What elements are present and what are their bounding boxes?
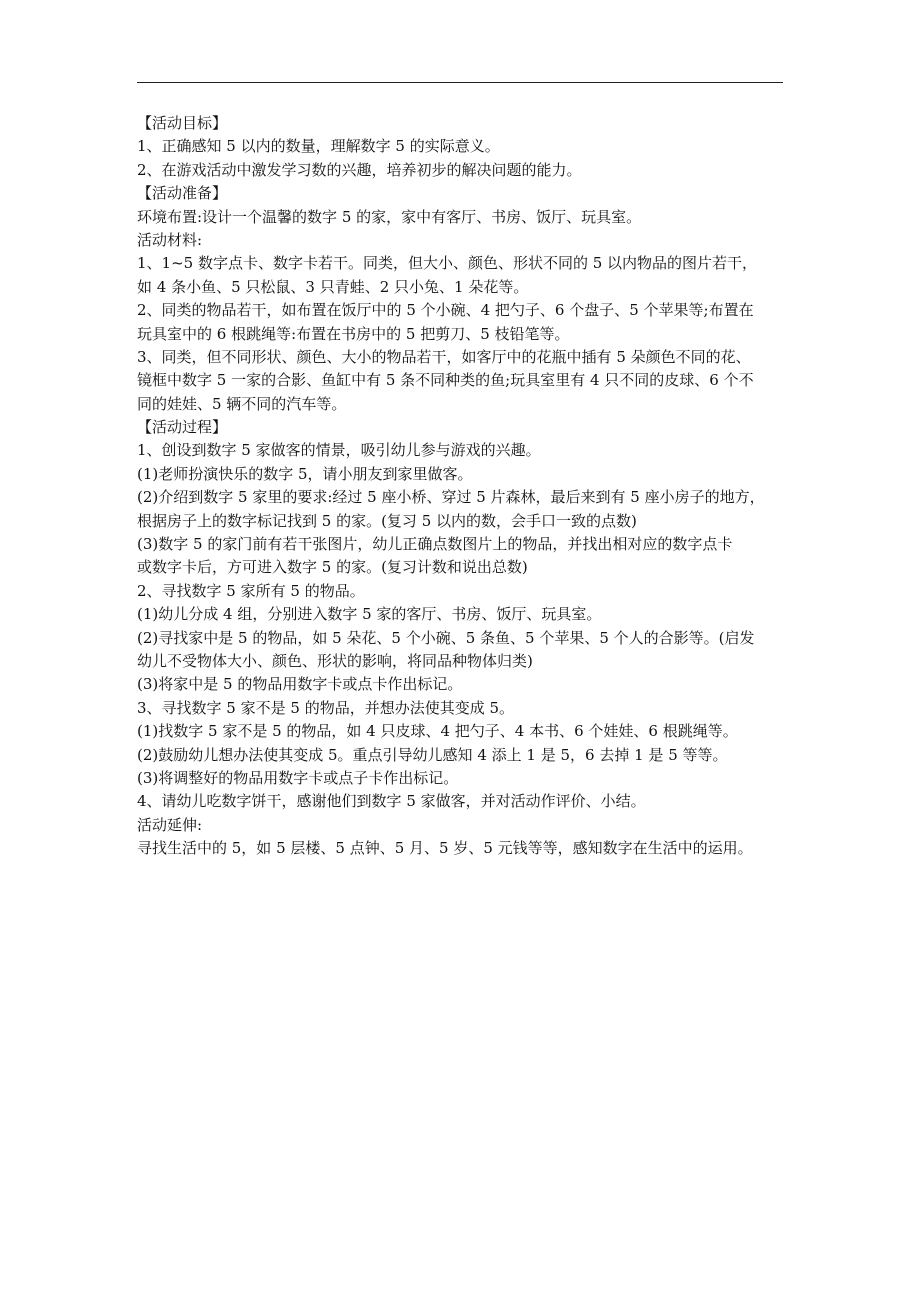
- text-line: 3、寻找数字 5 家不是 5 的物品，并想办法使其变成 5。: [137, 698, 515, 717]
- text-line: 2、寻找数字 5 家所有 5 的物品。: [137, 581, 365, 600]
- text-line: (1)老师扮演快乐的数字 5，请小朋友到家里做客。: [137, 464, 473, 483]
- text-line: (1)幼儿分成 4 组，分别进入数字 5 家的客厅、书房、饭厅、玩具室。: [137, 605, 602, 624]
- text-line: 4、请幼儿吃数字饼干，感谢他们到数字 5 家做客，并对活动作评价、小结。: [137, 792, 646, 811]
- text-line: 玩具室中的 6 根跳绳等:布置在书房中的 5 把剪刀、5 枝铅笔等。: [137, 324, 570, 343]
- header-rule: [137, 82, 783, 83]
- text-line: 2、在游戏活动中激发学习数的兴趣，培养初步的解决问题的能力。: [137, 160, 582, 179]
- text-line: 3、同类，但不同形状、颜色、大小的物品若干，如客厅中的花瓶中插有 5 朵颜色不同的花、: [137, 347, 751, 366]
- text-line: (2)寻找家中是 5 的物品，如 5 朵花、5 个小碗、5 条鱼、5 个苹果、5 个人的合影等。(启发: [137, 628, 755, 647]
- text-line: (3)将调整好的物品用数字卡或点子卡作出标记。: [137, 768, 459, 787]
- text-line: 1、创设到数字 5 家做客的情景，吸引幼儿参与游戏的兴趣。: [137, 441, 541, 460]
- text-line: 或数字卡后，方可进入数字 5 的家。(复习计数和说出总数): [137, 558, 528, 577]
- text-line: 寻找生活中的 5，如 5 层楼、5 点钟、5 月、5 岁、5 元钱等等，感知数字在生活中的运用。: [137, 839, 753, 858]
- text-line: 1、1~5 数字点卡、数字卡若干。同类，但大小、颜色、形状不同的 5 以内物品的图片若干，: [137, 254, 758, 273]
- text-line: (2)鼓励幼儿想办法使其变成 5。重点引导幼儿感知 4 添上 1 是 5，6 去掉 1 是 5 等等。: [137, 745, 728, 764]
- subheading-extension: 活动延伸:: [137, 815, 203, 834]
- text-line: 2、同类的物品若干，如布置在饭厅中的 5 个小碗、4 把勺子、6 个盘子、5 个苹果等;布置在: [137, 301, 754, 320]
- text-line: 镜框中数字 5 一家的合影、鱼缸中有 5 条不同种类的鱼;玩具室里有 4 只不同的皮球、6 个不: [137, 371, 754, 390]
- text-line: (3)数字 5 的家门前有若干张图片，幼儿正确点数图片上的物品，并找出相对应的数字点卡: [137, 535, 733, 554]
- section-heading-process: 【活动过程】: [137, 418, 228, 437]
- text-line: 1、正确感知 5 以内的数量，理解数字 5 的实际意义。: [137, 137, 500, 156]
- section-heading-goals: 【活动目标】: [137, 114, 228, 132]
- text-line: (1)找数字 5 家不是 5 的物品，如 4 只皮球、4 把勺子、4 本书、6 个娃娃、6 根跳绳等。: [137, 722, 738, 741]
- text-line: (2)介绍到数字 5 家里的要求:经过 5 座小桥、穿过 5 片森林，最后来到有 5 座小房子的地方，: [137, 488, 765, 507]
- subheading-materials: 活动材料:: [137, 230, 203, 249]
- text-line: 同的娃娃、5 辆不同的汽车等。: [137, 394, 347, 413]
- section-heading-preparation: 【活动准备】: [137, 184, 228, 203]
- text-line: 环境布置:设计一个温馨的数字 5 的家，家中有客厅、书房、饭厅、玩具室。: [137, 207, 642, 226]
- document-body: [137, 112, 807, 861]
- text-line: 根据房子上的数字标记找到 5 的家。(复习 5 以内的数，会手口一致的点数): [137, 511, 637, 530]
- text-line: (3)将家中是 5 的物品用数字卡或点卡作出标记。: [137, 675, 463, 694]
- text-line: 如 4 条小鱼、5 只松鼠、3 只青蛙、2 只小兔、1 朵花等。: [137, 277, 529, 296]
- text-line: 幼儿不受物体大小、颜色、形状的影响，将同品种物体归类): [137, 651, 533, 670]
